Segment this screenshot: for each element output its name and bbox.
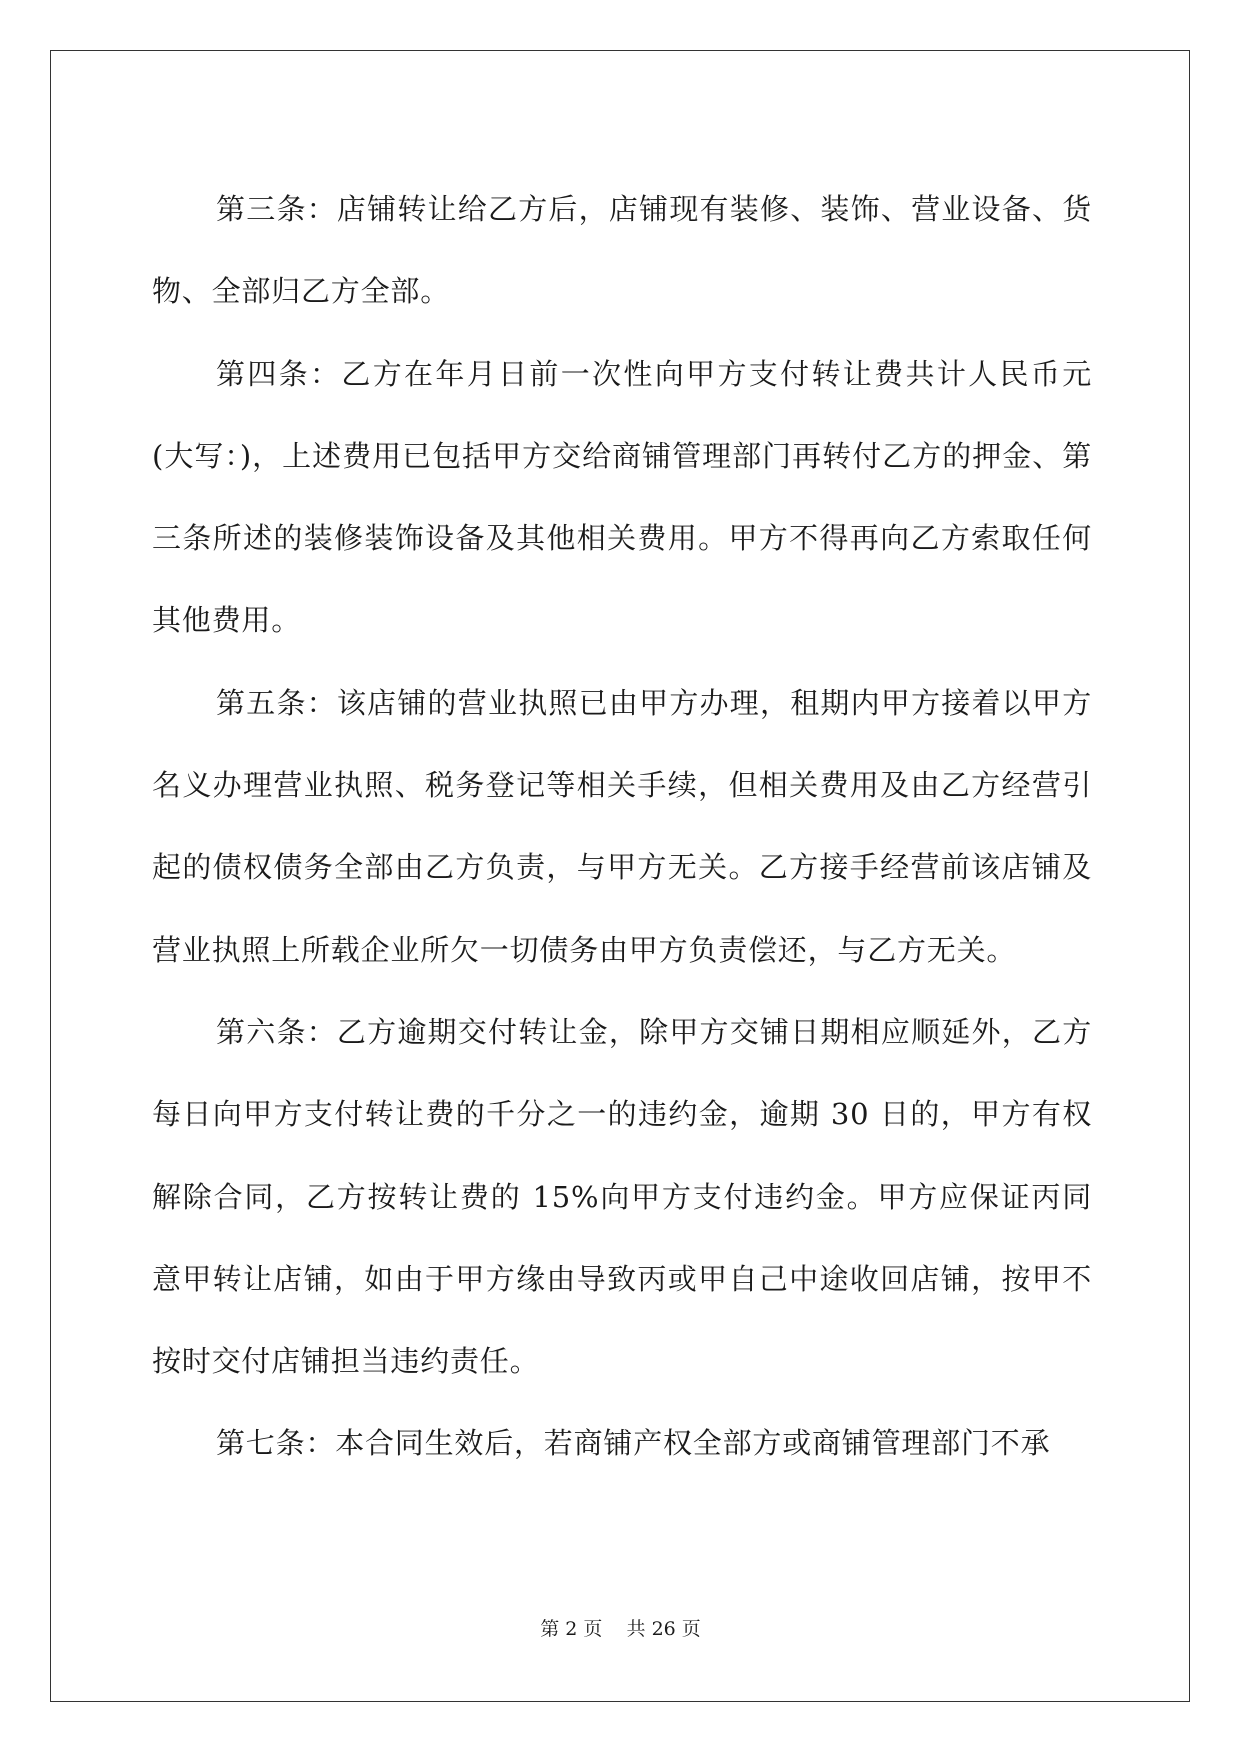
clause-6-paragraph: 第六条：乙方逾期交付转让金，除甲方交铺日期相应顺延外，乙方每日向甲方支付转让费的千分之一的违约金，逾期 30 日的，甲方有权解除合同，乙方按转让费的 15%向甲方支付违约金。甲方应保证丙同意甲转让店铺，如由于甲方缘由导致丙或甲自己中途收回店铺，按甲不按时交付店铺担当违约责任。 (152, 1014, 1092, 1379)
page-number: 第 2 页 (540, 1618, 603, 1640)
clause-4-paragraph: 第四条：乙方在年月日前一次性向甲方支付转让费共计人民币元(大写：)，上述费用已包括甲方交给商铺管理部门再转付乙方的押金、第三条所述的装修装饰设备及其他相关费用。甲方不得再向乙方索取任何其他费用。 (152, 356, 1092, 638)
page-footer (0, 1614, 1241, 1641)
document-body (152, 168, 1092, 1485)
clause-5-paragraph: 第五条：该店铺的营业执照已由甲方办理，租期内甲方接着以甲方名义办理营业执照、税务登记等相关手续，但相关费用及由乙方经营引起的债权债务全部由乙方负责，与甲方无关。乙方接手经营前该店铺及营业执照上所载企业所欠一切债务由甲方负责偿还，与乙方无关。 (152, 685, 1092, 967)
clause-7-paragraph: 第七条：本合同生效后，若商铺产权全部方或商铺管理部门不承 (216, 1426, 1051, 1461)
page-total: 共 26 页 (626, 1618, 701, 1640)
clause-3-paragraph: 第三条：店铺转让给乙方后，店铺现有装修、装饰、营业设备、货物、全部归乙方全部。 (152, 192, 1092, 309)
